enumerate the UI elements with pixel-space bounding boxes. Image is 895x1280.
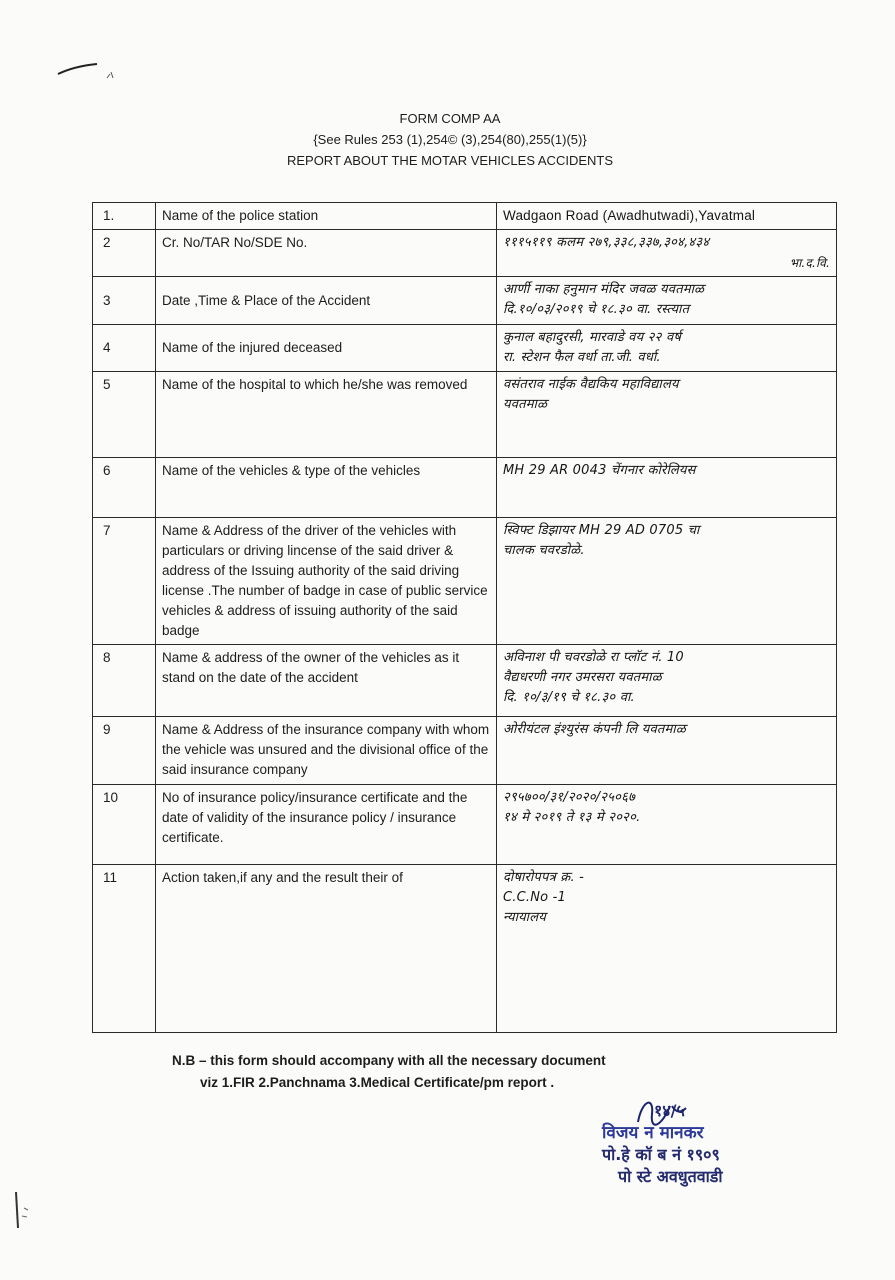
row-answer: ओरीयंटल इंश्युरंस कंपनी लि यवतमाळ (497, 717, 837, 785)
row-answer: कुनाल बहादुरसी, मारवाडे वय २२ वर्ष रा. स्टेशन फैल वर्धा ता.जी. वर्धा. (497, 325, 837, 372)
row-answer: MH 29 AR 0043 चेंगनार कोरेलियस (497, 458, 837, 518)
row-number: 2 (93, 230, 156, 277)
row-number: 9 (93, 717, 156, 785)
row-number: 5 (93, 372, 156, 458)
row-number: 10 (93, 785, 156, 865)
handwritten-signature-icon (632, 1092, 692, 1132)
pen-mark (55, 60, 125, 90)
signature-block (602, 1100, 802, 1188)
footnote-line: N.B – this form should accompany with all the necessary document (172, 1053, 606, 1068)
form-rules: {See Rules 253 (1),254© (3),254(80),255(1)(5)} (313, 132, 587, 147)
row-number: 8 (93, 645, 156, 717)
row-question: No of insurance policy/insurance certificate and the date of validity of the insurance policy / insurance certificate. (156, 785, 497, 865)
row-number: 3 (93, 277, 156, 325)
table-row (93, 458, 837, 518)
row-question: Name & Address of the driver of the vehicles with particulars or driving lincense of the said driver & address of the Issuing authority of the said driving license .The number of badge in case of public service vehicles & address of issuing authority of the said badge (156, 518, 497, 645)
table-row (93, 203, 837, 230)
row-question: Action taken,if any and the result their of (156, 865, 497, 1033)
table-row (93, 518, 837, 645)
row-question: Name of the injured deceased (156, 325, 497, 372)
signatory-designation: पो.हे कॉ ब नं १९०९ (602, 1145, 720, 1164)
row-answer: अविनाश पी चवरडोळे रा प्लॉट नं. 10 वैद्यधरणी नगर उमरसरा यवतमाळ दि. १०/३/१९ चे १८.३० वा. (497, 645, 837, 717)
table-row (93, 372, 837, 458)
row-answer: स्विफ्ट डिझायर MH 29 AD 0705 चा चालक चवरडोळे. (497, 518, 837, 645)
row-question: Name of the hospital to which he/she was removed (156, 372, 497, 458)
footnote-line: viz 1.FIR 2.Panchnama 3.Medical Certificate/pm report . (200, 1075, 555, 1090)
form-title: FORM COMP AA (399, 111, 501, 126)
table-row (93, 230, 837, 277)
footnote (172, 1050, 606, 1094)
row-answer: दोषारोपपत्र क्र. - C.C.No -1 न्यायालय (497, 865, 837, 1033)
table-row (93, 645, 837, 717)
row-answer: Wadgaon Road (Awadhutwadi),Yavatmal (497, 203, 837, 230)
table-row (93, 277, 837, 325)
row-question: Name of the police station (156, 203, 497, 230)
row-number: 7 (93, 518, 156, 645)
row-question: Name & address of the owner of the vehicles as it stand on the date of the accident (156, 645, 497, 717)
table-row (93, 325, 837, 372)
accident-report-table (92, 202, 837, 1033)
form-heading (250, 108, 650, 171)
row-answer: १११५११९ कलम २७९,३३८,३३७,३०४,४३४ भा.द.वि. (497, 230, 837, 277)
row-number: 1. (93, 203, 156, 230)
row-question: Cr. No/TAR No/SDE No. (156, 230, 497, 277)
table-row (93, 785, 837, 865)
row-question: Name of the vehicles & type of the vehicles (156, 458, 497, 518)
row-number: 6 (93, 458, 156, 518)
row-answer: २९५७००/३१/२०२०/२५०६७ १४ मे २०१९ ते १३ मे २०२०. (497, 785, 837, 865)
row-number: 4 (93, 325, 156, 372)
table-row (93, 717, 837, 785)
signatory-name: विजय न मानकर (602, 1123, 704, 1143)
signature-date: १४/५ (654, 1101, 685, 1120)
row-answer: वसंतराव नाईक वैद्यकिय महाविद्यालय यवतमाळ (497, 372, 837, 458)
row-question: Date ,Time & Place of the Accident (156, 277, 497, 325)
table-row (93, 865, 837, 1033)
report-title: REPORT ABOUT THE MOTAR VEHICLES ACCIDENTS (286, 153, 614, 168)
row-number: 11 (93, 865, 156, 1033)
margin-mark (6, 1188, 36, 1238)
row-question: Name & Address of the insurance company with whom the vehicle was unsured and the divisional office of the said insurance company (156, 717, 497, 785)
row-answer: आर्णी नाका हनुमान मंदिर जवळ यवतमाळ दि.१०/०३/२०१९ चे १८.३० वा. रस्त्यात (497, 277, 837, 325)
signatory-station: पो स्टे अवधुतवाडी (618, 1167, 723, 1186)
